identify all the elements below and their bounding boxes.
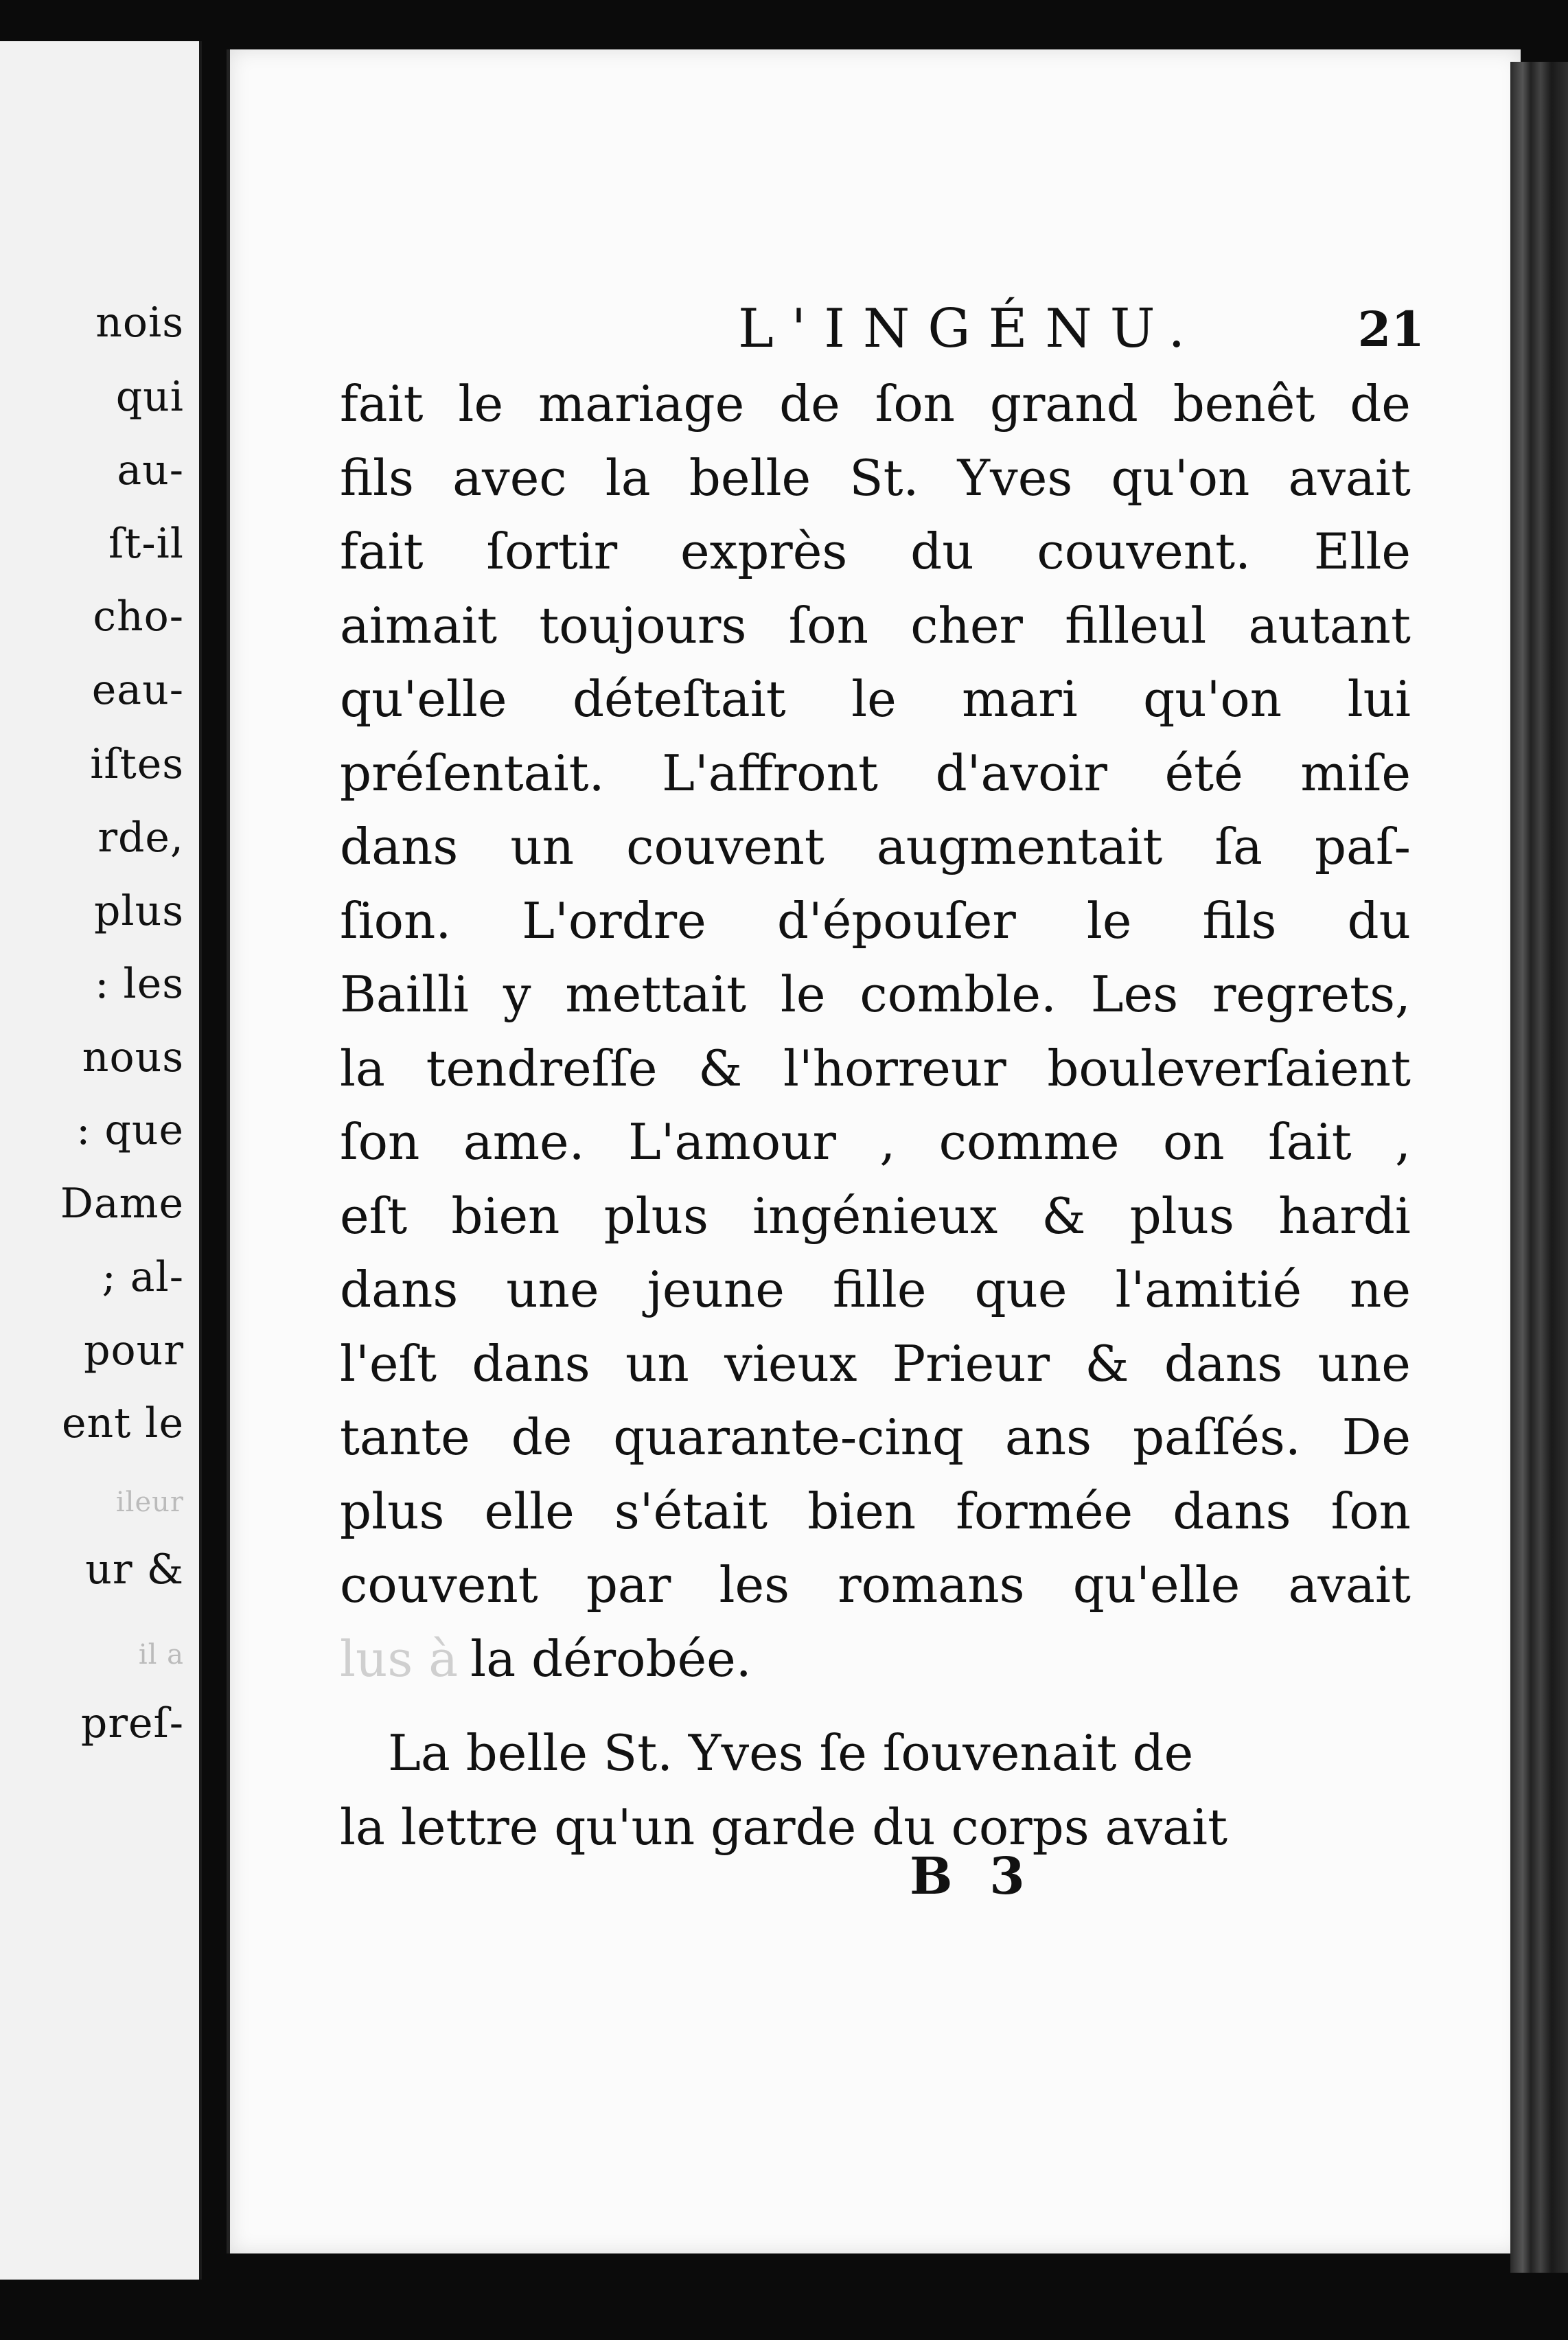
- word: qu'on: [1143, 670, 1282, 728]
- word: fait: [340, 523, 424, 580]
- word: &: [698, 1039, 743, 1097]
- word: Les: [1090, 965, 1179, 1023]
- word: romans: [838, 1556, 1025, 1614]
- word: un: [625, 1334, 689, 1392]
- word: le: [780, 965, 826, 1023]
- word: ſion.: [340, 891, 452, 950]
- word: aimait: [340, 596, 498, 654]
- left-page-line: ; al-: [102, 1253, 184, 1301]
- word: autant: [1248, 596, 1411, 654]
- word: Elle: [1313, 523, 1411, 580]
- word: dans: [1173, 1482, 1291, 1540]
- word: exprès: [680, 523, 848, 580]
- word: toujours: [539, 596, 747, 654]
- word: que: [974, 1261, 1068, 1318]
- word: l'amitié: [1115, 1261, 1302, 1318]
- word: s'était: [614, 1482, 768, 1540]
- page-header: [511, 298, 1425, 360]
- word: par: [586, 1556, 671, 1614]
- word: ſon: [340, 1113, 420, 1171]
- word: ingénieux: [752, 1186, 998, 1245]
- word: les: [719, 1556, 790, 1614]
- word: fait: [340, 375, 424, 433]
- word: une: [1317, 1334, 1411, 1392]
- left-page-line: ent le: [61, 1399, 184, 1447]
- left-page-fragment: [0, 41, 202, 2280]
- word: ne: [1350, 1261, 1411, 1318]
- word: ſon: [1330, 1482, 1411, 1540]
- word: paſ-: [1314, 818, 1411, 875]
- word: jeune: [647, 1261, 785, 1318]
- word: L'amour: [627, 1113, 836, 1171]
- word: dans: [472, 1334, 590, 1392]
- word: le: [1086, 891, 1132, 950]
- text-line: [340, 1408, 1411, 1466]
- left-page-line: pour: [84, 1327, 184, 1375]
- word: l'eſt: [340, 1334, 437, 1392]
- text-line: La belle St. Yves ſe ſouvenait de: [388, 1724, 1194, 1782]
- word: ans: [1004, 1408, 1092, 1466]
- word: qu'elle: [340, 670, 507, 728]
- word: formée: [956, 1482, 1133, 1540]
- word: De: [1341, 1408, 1411, 1466]
- word: déteſtait: [572, 670, 786, 728]
- word: tendreſſe: [426, 1039, 658, 1097]
- word: d'épouſer: [776, 891, 1016, 950]
- word: qu'elle: [1072, 1556, 1241, 1614]
- left-page-line: plus: [93, 887, 184, 935]
- text-line: [340, 375, 1411, 433]
- word: ſon: [875, 375, 956, 433]
- word: de: [1350, 375, 1411, 433]
- page-number: 21: [1357, 301, 1425, 358]
- text-line: [340, 744, 1411, 802]
- word: mettait: [565, 965, 746, 1023]
- word: miſe: [1300, 744, 1411, 802]
- word: qu'on: [1111, 448, 1250, 507]
- text-line: [340, 1261, 1411, 1318]
- text-line: [340, 670, 1411, 728]
- word: la: [340, 1039, 385, 1097]
- word: L'ordre: [522, 891, 706, 950]
- word: lui: [1347, 670, 1411, 728]
- book-page: [227, 49, 1521, 2253]
- text-line: [340, 1556, 1411, 1614]
- word: l'horreur: [783, 1039, 1006, 1097]
- text-line: [340, 818, 1411, 875]
- word: dans: [340, 1261, 459, 1318]
- word: &: [1041, 1186, 1086, 1245]
- word: eſt: [340, 1186, 408, 1245]
- word: du: [910, 523, 974, 580]
- word: avait: [1288, 448, 1411, 507]
- word: plus: [603, 1186, 708, 1245]
- word: benêt: [1173, 375, 1315, 433]
- text-line: [340, 1186, 1411, 1245]
- word: bouleverſaient: [1047, 1039, 1411, 1097]
- word: cher: [910, 596, 1023, 654]
- word: dans: [1164, 1334, 1283, 1392]
- word: le: [458, 375, 504, 433]
- left-page-line: nois: [95, 299, 184, 347]
- word: ,: [879, 1113, 896, 1171]
- word: belle: [689, 448, 811, 507]
- text-line: [340, 891, 1411, 950]
- word: plus: [340, 1482, 445, 1540]
- text-line: [340, 1482, 1411, 1540]
- left-page-line: au-: [117, 446, 184, 494]
- left-page-line: : que: [76, 1106, 184, 1154]
- text-line: la lettre qu'un garde du corps avait: [340, 1798, 1228, 1856]
- left-page-line: iſtes: [90, 740, 184, 788]
- text-line: [340, 1113, 1411, 1171]
- left-page-line: : les: [95, 960, 184, 1008]
- left-page-line: eau-: [91, 666, 184, 714]
- paragraph-end-text: la dérobée.: [470, 1629, 752, 1688]
- word: fils: [340, 448, 414, 507]
- word: avec: [452, 448, 567, 507]
- word: mariage: [538, 375, 745, 433]
- left-page-line: ur &: [85, 1546, 184, 1594]
- left-page-line: rde,: [97, 814, 184, 862]
- word: dans: [340, 818, 459, 875]
- word: &: [1085, 1334, 1129, 1392]
- word: été: [1164, 744, 1243, 802]
- word: ame.: [463, 1113, 585, 1171]
- word: fils: [1202, 891, 1277, 950]
- word: le: [851, 670, 897, 728]
- word: un: [510, 818, 575, 875]
- word: de: [511, 1408, 573, 1466]
- word: de: [779, 375, 840, 433]
- paragraph-end-line: [340, 1629, 1411, 1688]
- word: quarante-cinq: [613, 1408, 964, 1466]
- text-line: [340, 1334, 1411, 1392]
- text-line: [340, 965, 1411, 1023]
- word: Bailli: [340, 965, 469, 1023]
- word: ſa: [1214, 818, 1263, 875]
- word: Yves: [957, 448, 1073, 507]
- word: une: [506, 1261, 599, 1318]
- word: couvent.: [1037, 523, 1251, 580]
- word: y: [503, 965, 531, 1023]
- word: du: [1347, 891, 1411, 950]
- faded-text: lus à: [340, 1629, 459, 1688]
- text-line: [340, 596, 1411, 654]
- page-edge-gutter: [1510, 62, 1568, 2273]
- word: plus: [1129, 1186, 1234, 1245]
- word: la: [605, 448, 651, 507]
- text-line: [340, 1039, 1411, 1097]
- word: ſon: [788, 596, 868, 654]
- word: bien: [807, 1482, 916, 1540]
- word: L'affront: [662, 744, 878, 802]
- word: augmentait: [876, 818, 1163, 875]
- word: bien: [451, 1186, 560, 1245]
- word: comble.: [860, 965, 1057, 1023]
- left-page-line: cho-: [93, 593, 184, 641]
- word: ,: [1395, 1113, 1411, 1171]
- left-page-line: qui: [115, 373, 184, 421]
- left-page-line: il a: [138, 1639, 184, 1671]
- left-page-line: preſ-: [80, 1699, 184, 1747]
- text-line: [340, 448, 1411, 507]
- word: comme: [938, 1113, 1120, 1171]
- word: couvent: [340, 1556, 538, 1614]
- left-page-line: Dame: [60, 1180, 184, 1228]
- left-page-line: ſt-il: [108, 520, 184, 568]
- word: vieux: [724, 1334, 857, 1392]
- word: filleul: [1065, 596, 1207, 654]
- word: grand: [989, 375, 1138, 433]
- left-page-line: ileur: [115, 1487, 184, 1518]
- word: tante: [340, 1408, 470, 1466]
- running-head: L'INGÉNU.: [738, 298, 1203, 360]
- word: préſentait.: [340, 744, 605, 802]
- word: d'avoir: [935, 744, 1107, 802]
- word: ſortir: [486, 523, 618, 580]
- signature-mark: B 3: [910, 1847, 1035, 1906]
- word: on: [1162, 1113, 1225, 1171]
- word: elle: [484, 1482, 575, 1540]
- word: fille: [832, 1261, 927, 1318]
- word: St.: [849, 448, 919, 507]
- word: Prieur: [892, 1334, 1050, 1392]
- text-line: [340, 523, 1411, 580]
- word: hardi: [1278, 1186, 1411, 1245]
- left-page-line: nous: [82, 1033, 184, 1081]
- word: avait: [1288, 1556, 1411, 1614]
- word: mari: [962, 670, 1078, 728]
- word: paſſés.: [1132, 1408, 1301, 1466]
- word: ſait: [1268, 1113, 1352, 1171]
- word: couvent: [626, 818, 825, 875]
- word: regrets,: [1212, 965, 1411, 1023]
